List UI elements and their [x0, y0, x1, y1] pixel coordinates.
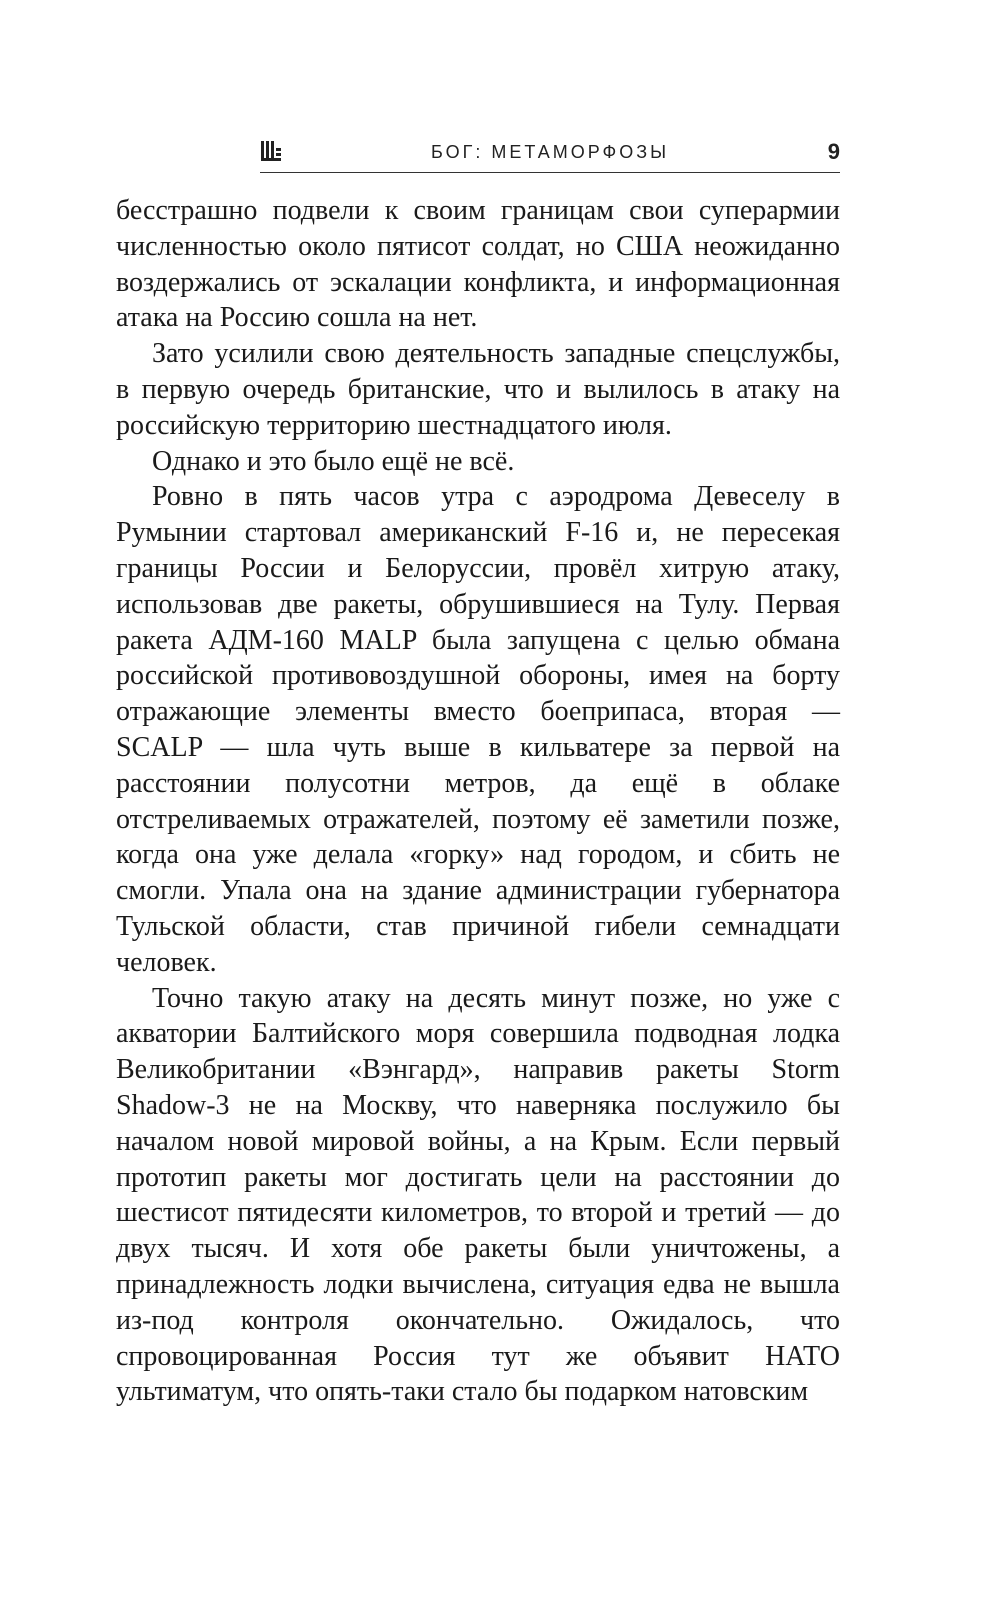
paragraph: Ровно в пять часов утра с аэродрома Девеселу в Румынии стартовал американский F-16 и, не пересекая границы России и Белоруссии, провёл хитрую атаку, использовав две ракеты, обрушившиеся на Тулу. Первая ракета АДМ-160 MALP была запущена с целью обмана российской противовоздушной обороны, имея на борту отражающие элементы вместо боеприпаса, вторая — SCALP — шла чуть выше в кильватере за первой на расстоянии полусотни метров, да ещё в облаке отстреливаемых отражателей, поэтому её заметили позже, когда она уже делала «горку» над городом, и сбить не смогли. Упала она на здание администрации губернатора Тульской области, став причиной гибели семнадцати человек. — [116, 481, 840, 978]
paragraph: Зато усилили свою деятельность западные спецслужбы, в первую очередь британские, что и вылилось в атаку на российскую территорию шестнадцатого июля. — [116, 338, 840, 441]
running-title: БОГ: МЕТАМОРФОЗЫ — [430, 142, 670, 162]
page-number: 9 — [827, 139, 840, 164]
paragraph: бесстрашно подвели к своим границам свои суперармии численностью около пятисот солдат, но США неожиданно воздержались от эскалации конфликта, и информационная атака на Россию сошла на нет. — [116, 195, 840, 334]
running-head — [260, 136, 840, 173]
body-text — [116, 193, 840, 1410]
paragraph: Точно такую атаку на десять минут позже, но уже с акватории Балтийского моря совершила подводная лодка Великобритании «Вэнгард», направив ракеты Storm Shadow-3 не на Москву, что наверняка послужило бы началом новой мировой войны, а на Крым. Если первый прототип ракеты мог достигать цели на расстоянии до шестисот пятидесяти километров, то второй и третий — до двух тысяч. И хотя обе ракеты были уничтожены, а принадлежность лодки вычислена, ситуация едва не вышла из-под контроля окончательно. Ожидалось, что спровоцированная Россия тут же объявит НАТО ультиматум, что опять-таки стало бы подарком натовским — [116, 982, 840, 1408]
paragraph: Однако и это было ещё не всё. — [152, 445, 515, 477]
